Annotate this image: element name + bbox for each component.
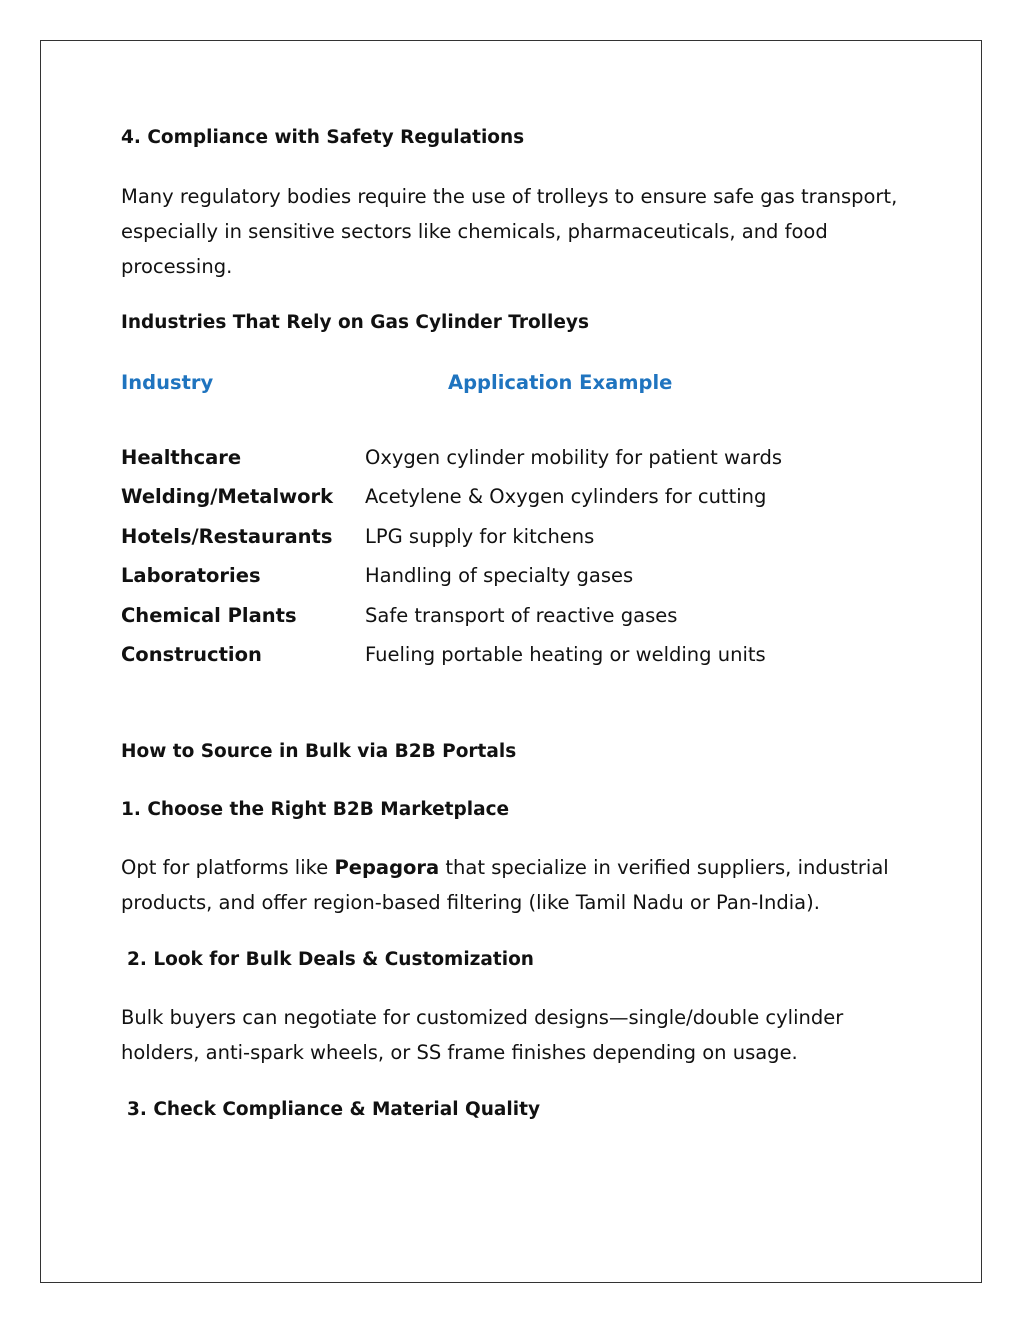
- table-row: [121, 482, 901, 512]
- column-header-application: Application Example: [448, 371, 673, 394]
- step-2-paragraph: Bulk buyers can negotiate for customized designs—single/double cylinder holders, anti-spark wheels, or SS frame finishes depending on usage.: [121, 1006, 844, 1064]
- industry-cell: Welding/Metalwork: [121, 485, 334, 508]
- application-cell: LPG supply for kitchens: [365, 525, 595, 548]
- application-cell: Handling of specialty gases: [365, 564, 634, 587]
- step-1-text-pre: Opt for platforms like: [121, 856, 335, 879]
- application-cell: Oxygen cylinder mobility for patient wards: [365, 446, 783, 469]
- step-1-heading: 1. Choose the Right B2B Marketplace: [121, 799, 510, 820]
- table-row: [121, 640, 901, 670]
- application-cell: Fueling portable heating or welding units: [365, 643, 766, 666]
- industry-cell: Laboratories: [121, 564, 261, 587]
- section-4-heading: 4. Compliance with Safety Regulations: [121, 127, 525, 148]
- sourcing-heading: How to Source in Bulk via B2B Portals: [121, 741, 517, 762]
- application-cell: Acetylene & Oxygen cylinders for cutting: [365, 485, 767, 508]
- step-2-heading: 2. Look for Bulk Deals & Customization: [127, 949, 534, 970]
- table-row: [121, 522, 901, 552]
- table-row: [121, 443, 901, 473]
- section-4-paragraph: Many regulatory bodies require the use of trolleys to ensure safe gas transport, especially in sensitive sectors like chemicals, pharmaceuticals, and food processing.: [121, 185, 898, 278]
- industries-heading: Industries That Rely on Gas Cylinder Trolleys: [121, 312, 589, 333]
- industry-cell: Chemical Plants: [121, 604, 297, 627]
- pepagora-brand: Pepagora: [334, 856, 440, 879]
- step-1-text-post: that specialize in verified suppliers, industrial products, and offer region-based filtering (like Tamil Nadu or Pan-India).: [121, 856, 889, 914]
- industry-cell: Construction: [121, 643, 262, 666]
- industry-cell: Healthcare: [121, 446, 242, 469]
- industry-cell: Hotels/Restaurants: [121, 525, 333, 548]
- column-header-industry: Industry: [121, 371, 214, 394]
- table-row: [121, 561, 901, 591]
- step-3-heading: 3. Check Compliance & Material Quality: [127, 1099, 540, 1120]
- step-1-paragraph: [121, 850, 901, 920]
- application-cell: Safe transport of reactive gases: [365, 604, 678, 627]
- table-row: [121, 601, 901, 631]
